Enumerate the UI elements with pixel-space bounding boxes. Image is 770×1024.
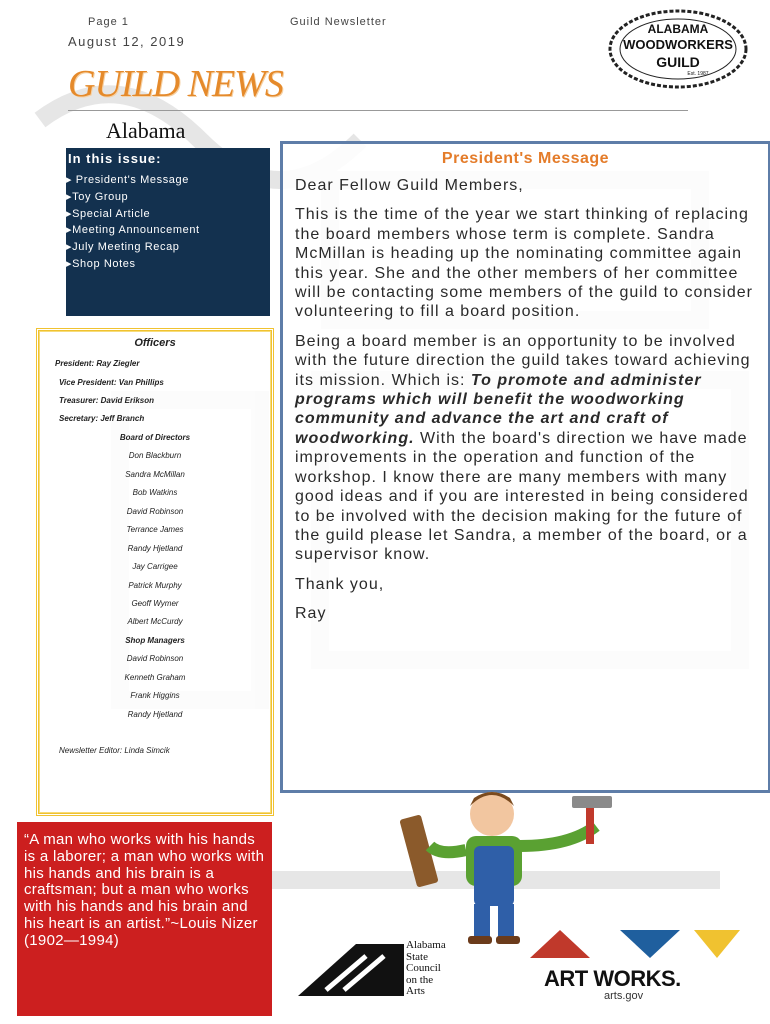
- closing: Thank you,: [295, 575, 385, 593]
- officers-box: [36, 328, 274, 816]
- officer-treasurer: Treasurer: David Erikson: [59, 396, 155, 405]
- issue-item[interactable]: ▸ President's Message: [66, 174, 189, 186]
- issue-date: August 12, 2019: [68, 34, 186, 49]
- issue-list: [66, 172, 270, 273]
- signature: Ray: [295, 605, 327, 623]
- officer-vice-president: Vice President: Van Phillips: [59, 378, 164, 387]
- shop-managers-heading: Shop Managers: [125, 636, 185, 645]
- board-member: David Robinson: [126, 507, 184, 516]
- logo-line3: GUILD: [656, 54, 700, 70]
- message-paragraph-2: Being a board member is an opportunity to be involved with the future direction the guild takes toward achieving its mission. Which is: To promote and administer programs which will benefit the woodworking community and advance the art and craft of woodworking. With the board's direction we have made improvements in the operation and function of the workshop. I know there are many members with many good ideas and if you are interested in being considered to be involved with the decision making for the future of the guild please let Sandra, a member of the board, or a supervisor know.: [295, 332, 751, 564]
- officer-secretary: Secretary: Jeff Branch: [59, 414, 145, 423]
- board-member: Sandra McMillan: [125, 470, 185, 479]
- newsletter-label: Guild Newsletter: [290, 16, 387, 28]
- page-number: Page 1: [88, 16, 129, 28]
- woodworker-illustration: [400, 786, 640, 946]
- in-this-issue-heading: In this issue:: [68, 151, 162, 166]
- issue-item[interactable]: ▸Shop Notes: [66, 257, 136, 270]
- shop-manager: Kenneth Graham: [124, 673, 186, 682]
- quote-box: “A man who works with his hands is a laborer; a man who works with his hands and his brain is a craftsman; but a man who works with his hands and his brain and his heart is an artist.”~Louis Nizer (1902—1994): [17, 822, 272, 1016]
- art-works-triangles: [530, 928, 744, 962]
- board-heading: Board of Directors: [119, 433, 191, 442]
- board-member: Jay Carrigee: [132, 562, 178, 571]
- presidents-message-box: [280, 141, 770, 793]
- logo-line4: Est. 1987: [687, 71, 709, 77]
- salutation: Dear Fellow Guild Members,: [295, 177, 524, 194]
- board-member: Don Blackburn: [128, 451, 182, 460]
- asc-text: Alabama State Council on the Arts: [406, 939, 446, 997]
- issue-item[interactable]: ▸Toy Group: [66, 190, 129, 203]
- guild-logo: [606, 7, 750, 91]
- board-member: Randy Hjetland: [127, 544, 183, 553]
- issue-item[interactable]: ▸July Meeting Recap: [66, 241, 180, 254]
- officers-heading: Officers: [134, 337, 176, 349]
- masthead-title: GUILD NEWS: [68, 63, 283, 105]
- officer-president: President: Ray Ziegler: [55, 359, 140, 368]
- arts-gov-link[interactable]: arts.gov: [604, 990, 644, 1002]
- shop-manager: Randy Hjetland: [127, 710, 183, 719]
- board-member: Patrick Murphy: [128, 581, 182, 590]
- masthead-subtitle: Alabama: [106, 118, 186, 143]
- board-member: Bob Watkins: [132, 488, 178, 497]
- board-member: Terrance James: [126, 525, 184, 534]
- masthead-rule: [68, 110, 688, 111]
- issue-item[interactable]: ▸Meeting Announcement: [66, 224, 200, 237]
- in-this-issue-box: [66, 148, 270, 316]
- presidents-message-heading: President's Message: [441, 150, 610, 167]
- message-paragraph-1: This is the time of the year we start thinking of replacing the board members whose term is complete. Sandra McMillan is heading up the nominating committee again this year. She and the other members of her committee will be contacting some members of the guild to consider volunteering to fill a board position.: [295, 206, 753, 321]
- shop-manager: Frank Higgins: [130, 691, 180, 700]
- issue-item[interactable]: ▸Special Article: [66, 207, 151, 220]
- shop-manager: David Robinson: [126, 654, 184, 663]
- logo-line2: WOODWORKERS: [623, 37, 733, 52]
- board-member: Geoff Wymer: [131, 599, 179, 608]
- board-member: Albert McCurdy: [127, 617, 183, 626]
- art-works-logo: ART WORKS.: [544, 966, 681, 991]
- logo-line1: ALABAMA: [647, 22, 709, 36]
- mission-statement: To promote and administer programs which will benefit the woodworking community and advance the art and craft of woodworking.: [295, 371, 702, 447]
- newsletter-editor: Newsletter Editor: Linda Simcik: [59, 746, 170, 755]
- presidents-message-body: [295, 176, 757, 634]
